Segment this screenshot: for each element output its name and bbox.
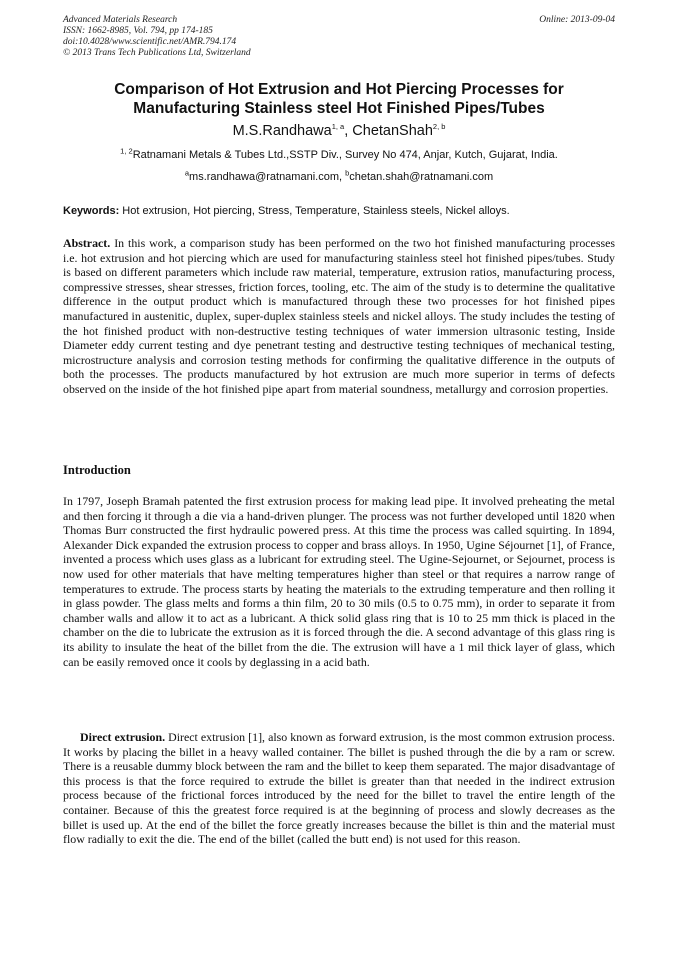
online-date-text: Online: 2013-09-04 bbox=[539, 15, 615, 25]
copyright-line: © 2013 Trans Tech Publications Ltd, Switzerland bbox=[63, 48, 251, 58]
author-superscript: 1, a bbox=[331, 122, 345, 132]
author-superscript: 2, b bbox=[432, 122, 446, 132]
abstract-label: Abstract. bbox=[63, 236, 111, 250]
section-heading: Introduction bbox=[63, 463, 131, 477]
doi-line: doi:10.4028/www.scientific.net/AMR.794.174 bbox=[63, 37, 237, 47]
author-name: M.S.Randhawa bbox=[232, 123, 332, 139]
introduction-paragraph: In 1797, Joseph Bramah patented the first extrusion process for making lead pipe. It involved preheating the metal and then forcing it through a die via a hand-driven plunger. The process was not further developed until 1820 when Thomas Burr constructed the first hydraulic powered press. At this time the process was called squirting. In 1894, Alexander Dick expanded the extrusion process to copper and brass alloys. In 1950, Ugine Séjournet [1], of France, invented a process which uses glass as a lubricant for extruding steel. The Ugine-Sejournet, or Sejournet, process is now used for other materials that have melting temperatures higher than steel or that requires a narrow range of temperatures to extrude. The process starts by heating the materials to the extruding temperature and then rolling it in glass powder. The glass melts and forms a thin film, 20 to 30 mils (0.5 to 0.75 mm), in order to separate it from chamber walls and allow it to act as a lubricant. A thick solid glass ring that is 10 to 25 mm thick is placed in the chamber on the die to lubricate the extrusion as it is forced through the die. A second advantage of this glass ring is its ability to insulate the heat of the billet from the die. The extrusion will have a 1 mil thick layer of glass, which can be easily removed once it cools by deglassing in a acid bath. bbox=[63, 494, 615, 669]
email-link[interactable]: ms.randhawa@ratnamani.com, bbox=[189, 171, 346, 183]
direct-extrusion-label: Direct extrusion. bbox=[80, 730, 166, 744]
author-list bbox=[40, 122, 638, 140]
author-name: ChetanShah bbox=[352, 123, 433, 139]
abstract bbox=[63, 236, 615, 397]
affiliation-superscript: 1, 2 bbox=[120, 146, 133, 156]
abstract-text: In this work, a comparison study has been performed on the two hot finished manufacturing processes i.e. hot extrusion and hot piercing which are used for manufacturing stainless steel hot finished pipes/tubes. Study is based on different parameters which include raw material, temperature, extrusion ratios, manufacturing process, compressive stresses, shear stresses, friction forces, tooling, etc. The aim of the study is to determine the qualitative difference in the output product which is manufactured through these two processes for hot finished pipes manufactured in austenitic, duplex, super-duplex stainless steels and nickel alloys. The study includes the testing of the hot finished product with non-destructive testing techniques of water immersion ultrasonic testing, Inside Diameter eddy current testing and dye penetrant testing and destructive testing techniques of mechanical testing, microstructure analysis and corrosion testing methods for confirming the qualitative difference in the outputs of both the processes. The products manufactured by hot extrusion are much more superior in terms of defects observed on the inside of the hot finished pipe apart from material soundness, metallurgy and corrosion properties. bbox=[63, 236, 615, 396]
keywords bbox=[63, 204, 615, 218]
affiliation-text: Ratnamani Metals & Tubes Ltd.,SSTP Div., Survey No 474, Anjar, Kutch, Gujarat, India. bbox=[132, 149, 558, 161]
online-date bbox=[539, 15, 615, 26]
affiliation bbox=[40, 148, 638, 162]
email-link[interactable]: chetan.shah@ratnamani.com bbox=[349, 171, 494, 183]
direct-extrusion-text: Direct extrusion [1], also known as forward extrusion, is the most common extrusion process. It works by placing the billet in a heavy walled container. The billet is pushed through the die by a ram or screw. There is a reusable dummy block between the ram and the billet to keep them separated. The major disadvantage of this process is that the force required to extrude the billet is greater than that needed in the indirect extrusion process because of the frictional forces introduced by the need for the billet to travel the entire length of the container. Because of this the greatest force required is at the beginning of process and slowly decreases as the billet is used up. At the end of the billet the force greatly increases because the billet is thin and the material must flow radially to exit the die. The end of the billet (called the butt end) is not used for this reason. bbox=[63, 730, 615, 847]
keywords-text: Hot extrusion, Hot piercing, Stress, Temperature, Stainless steels, Nickel alloys. bbox=[119, 205, 510, 217]
title-line-1: Comparison of Hot Extrusion and Hot Piercing Processes for bbox=[114, 81, 564, 98]
author-separator: , bbox=[344, 123, 353, 139]
paper-title bbox=[40, 80, 638, 118]
direct-extrusion-paragraph bbox=[63, 730, 615, 847]
keywords-label: Keywords: bbox=[63, 205, 120, 217]
journal-name: Advanced Materials Research bbox=[63, 15, 178, 25]
email-superscript: b bbox=[345, 168, 350, 178]
email-superscript: a bbox=[184, 168, 190, 178]
journal-header bbox=[63, 15, 251, 59]
title-line-2: Manufacturing Stainless steel Hot Finished Pipes/Tubes bbox=[133, 100, 545, 117]
issn-line: ISSN: 1662-8985, Vol. 794, pp 174-185 bbox=[63, 26, 213, 36]
author-emails bbox=[40, 170, 638, 184]
